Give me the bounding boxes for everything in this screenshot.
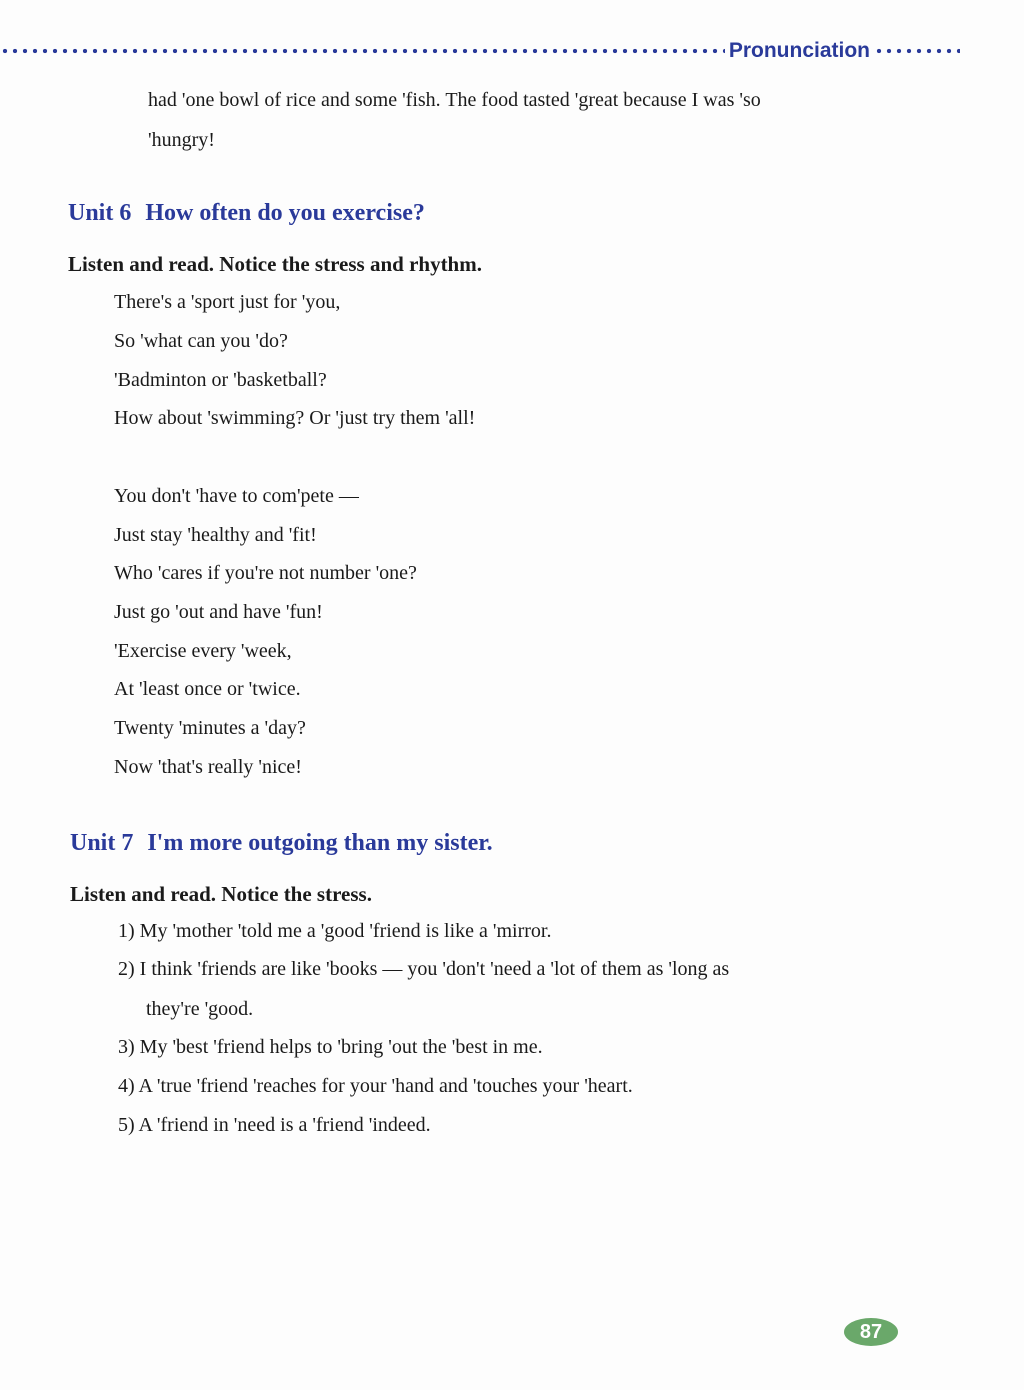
sentence-item: 2) I think 'friends are like 'books — you 'don't 'need a 'lot of them as 'long as: [118, 958, 730, 980]
sentence-item: 4) A 'true 'friend 'reaches for your 'hand and 'touches your 'heart.: [118, 1075, 633, 1097]
poem-line: You don't 'have to com'pete —: [114, 485, 359, 507]
poem-line: Now 'that's really 'nice!: [114, 756, 302, 778]
poem-line: Who 'cares if you're not number 'one?: [114, 562, 417, 584]
unit-number: Unit 6: [68, 200, 132, 226]
unit-title: I'm more outgoing than my sister.: [147, 830, 493, 856]
unit-7-instruction: Listen and read. Notice the stress.: [70, 882, 372, 906]
poem-line: How about 'swimming? Or 'just try them 'all!: [114, 407, 476, 429]
poem-line: Twenty 'minutes a 'day?: [114, 717, 306, 739]
poem-line: There's a 'sport just for 'you,: [114, 291, 341, 313]
sentence-item-continued: they're 'good.: [146, 998, 254, 1020]
poem-line: Just go 'out and have 'fun!: [114, 601, 323, 623]
unit-number: Unit 7: [70, 830, 134, 856]
poem-line: 'Badminton or 'basketball?: [114, 369, 327, 391]
poem-line: Just stay 'healthy and 'fit!: [114, 524, 317, 546]
unit-7-heading: [70, 830, 493, 857]
sentence-item: 1) My 'mother 'told me a 'good 'friend is like a 'mirror.: [118, 920, 552, 942]
sentence-item: 5) A 'friend in 'need is a 'friend 'indeed.: [118, 1114, 431, 1136]
sentence-item: 3) My 'best 'friend helps to 'bring 'out the 'best in me.: [118, 1036, 543, 1058]
unit-6-heading: [68, 200, 425, 227]
dotted-rule: [874, 48, 960, 54]
poem-line: 'Exercise every 'week,: [114, 640, 292, 662]
intro-line: had 'one bowl of rice and some 'fish. The food tasted 'great because I was 'so: [148, 89, 761, 111]
unit-6-instruction: Listen and read. Notice the stress and rhythm.: [68, 252, 482, 276]
poem-line: At 'least once or 'twice.: [114, 678, 301, 700]
poem-line: So 'what can you 'do?: [114, 330, 288, 352]
dotted-rule: [0, 48, 725, 54]
page-number-badge: 87: [844, 1318, 898, 1346]
running-header: [0, 38, 960, 64]
unit-title: How often do you exercise?: [145, 200, 425, 226]
intro-line: 'hungry!: [148, 129, 215, 151]
section-title: Pronunciation: [728, 39, 870, 62]
